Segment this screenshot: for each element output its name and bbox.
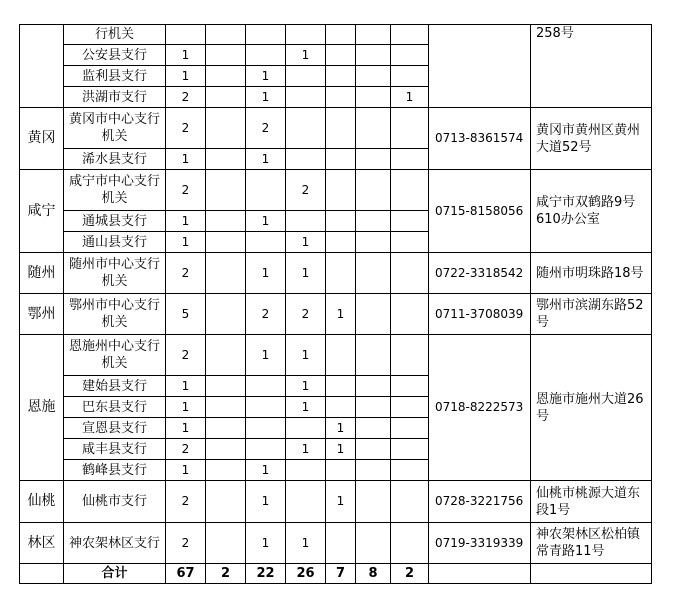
branch-name: 洪湖市支行 <box>64 87 166 108</box>
count-cell: 1 <box>326 439 356 460</box>
count-cell: 2 <box>166 335 206 376</box>
table-row <box>20 335 652 376</box>
count-cell <box>206 253 246 294</box>
count-cell <box>206 397 246 418</box>
count-cell: 5 <box>166 294 206 335</box>
count-cell <box>246 397 286 418</box>
count-cell: 1 <box>326 481 356 523</box>
count-cell <box>206 335 246 376</box>
region-cell <box>20 25 64 108</box>
count-cell <box>206 294 246 335</box>
count-cell <box>246 25 286 45</box>
count-cell <box>326 170 356 211</box>
count-cell: 1 <box>166 66 206 87</box>
count-cell: 1 <box>286 376 326 397</box>
count-cell: 1 <box>166 418 206 439</box>
quota-table <box>19 24 652 584</box>
address-cell: 咸宁市双鹤路9号610办公室 <box>531 170 652 253</box>
count-cell <box>391 397 429 418</box>
table-row <box>20 523 652 564</box>
count-cell: 2 <box>166 439 206 460</box>
count-cell: 1 <box>166 211 206 232</box>
count-cell <box>326 232 356 253</box>
count-cell <box>356 481 391 523</box>
count-cell <box>246 45 286 66</box>
count-cell <box>326 25 356 45</box>
branch-name: 行机关 <box>64 25 166 45</box>
count-cell <box>356 45 391 66</box>
count-cell <box>356 460 391 481</box>
count-cell <box>206 439 246 460</box>
count-cell <box>206 45 246 66</box>
count-cell: 1 <box>246 66 286 87</box>
address-cell: 鄂州市滨湖东路52号 <box>531 294 652 335</box>
count-cell: 1 <box>246 481 286 523</box>
count-cell <box>286 108 326 149</box>
count-cell <box>326 397 356 418</box>
count-cell <box>326 45 356 66</box>
phone-cell <box>429 25 531 108</box>
phone-cell: 0718-8222573 <box>429 335 531 481</box>
region-cell: 林区 <box>20 523 64 564</box>
branch-name: 通城县支行 <box>64 211 166 232</box>
branch-name: 鹤峰县支行 <box>64 460 166 481</box>
count-cell <box>206 25 246 45</box>
count-cell <box>286 66 326 87</box>
count-cell <box>391 232 429 253</box>
count-cell <box>391 439 429 460</box>
count-cell <box>326 149 356 170</box>
total-spacer <box>20 564 64 584</box>
count-cell <box>206 170 246 211</box>
address-cell: 黄冈市黄州区黄州大道52号 <box>531 108 652 170</box>
count-cell <box>246 170 286 211</box>
address-cell: 仙桃市桃源大道东段1号 <box>531 481 652 523</box>
count-cell: 2 <box>166 481 206 523</box>
count-cell: 2 <box>391 564 429 584</box>
branch-name: 仙桃市支行 <box>64 481 166 523</box>
phone-cell: 0711-3708039 <box>429 294 531 335</box>
count-cell: 1 <box>166 149 206 170</box>
count-cell: 7 <box>326 564 356 584</box>
count-cell <box>206 108 246 149</box>
count-cell <box>356 25 391 45</box>
count-cell: 2 <box>286 170 326 211</box>
count-cell <box>391 335 429 376</box>
region-cell: 咸宁 <box>20 170 64 253</box>
count-cell <box>356 418 391 439</box>
count-cell: 2 <box>246 294 286 335</box>
count-cell: 1 <box>286 232 326 253</box>
count-cell <box>356 232 391 253</box>
count-cell: 2 <box>166 170 206 211</box>
branch-name: 黄冈市中心支行机关 <box>64 108 166 149</box>
phone-cell: 0713-8361574 <box>429 108 531 170</box>
total-label: 合计 <box>64 564 166 584</box>
count-cell: 1 <box>326 418 356 439</box>
count-cell <box>391 211 429 232</box>
count-cell <box>286 211 326 232</box>
count-cell <box>206 232 246 253</box>
branch-name: 监利县支行 <box>64 66 166 87</box>
count-cell <box>206 418 246 439</box>
count-cell <box>391 108 429 149</box>
count-cell <box>246 376 286 397</box>
table-row <box>20 170 652 211</box>
phone-cell: 0728-3221756 <box>429 481 531 523</box>
count-cell: 1 <box>246 335 286 376</box>
count-cell <box>356 253 391 294</box>
table-row <box>20 253 652 294</box>
count-cell <box>206 149 246 170</box>
branch-name: 建始县支行 <box>64 376 166 397</box>
count-cell <box>326 253 356 294</box>
count-cell: 1 <box>286 439 326 460</box>
address-cell <box>531 564 652 584</box>
count-cell <box>286 25 326 45</box>
count-cell <box>286 460 326 481</box>
count-cell <box>206 460 246 481</box>
count-cell <box>206 523 246 564</box>
address-cell: 随州市明珠路18号 <box>531 253 652 294</box>
count-cell <box>356 87 391 108</box>
branch-name: 通山县支行 <box>64 232 166 253</box>
count-cell <box>356 211 391 232</box>
region-cell: 仙桃 <box>20 481 64 523</box>
count-cell: 1 <box>166 45 206 66</box>
count-cell: 67 <box>166 564 206 584</box>
count-cell: 2 <box>166 253 206 294</box>
count-cell: 1 <box>166 376 206 397</box>
address-cell: 神农架林区松柏镇常青路11号 <box>531 523 652 564</box>
branch-name: 随州市中心支行机关 <box>64 253 166 294</box>
count-cell <box>286 481 326 523</box>
total-row <box>20 564 652 584</box>
count-cell: 2 <box>166 523 206 564</box>
count-cell <box>356 376 391 397</box>
table-row <box>20 481 652 523</box>
count-cell: 22 <box>246 564 286 584</box>
count-cell: 1 <box>246 460 286 481</box>
phone-cell <box>429 564 531 584</box>
count-cell: 1 <box>246 87 286 108</box>
count-cell <box>326 523 356 564</box>
count-cell <box>326 108 356 149</box>
branch-name: 公安县支行 <box>64 45 166 66</box>
count-cell <box>356 108 391 149</box>
count-cell <box>391 149 429 170</box>
count-cell <box>391 376 429 397</box>
branch-name: 浠水县支行 <box>64 149 166 170</box>
count-cell: 1 <box>246 523 286 564</box>
phone-cell: 0715-8158056 <box>429 170 531 253</box>
count-cell: 1 <box>246 253 286 294</box>
branch-name: 恩施州中心支行机关 <box>64 335 166 376</box>
table-row <box>20 294 652 335</box>
count-cell <box>356 523 391 564</box>
count-cell: 1 <box>166 460 206 481</box>
count-cell <box>206 66 246 87</box>
branch-name: 咸宁市中心支行机关 <box>64 170 166 211</box>
count-cell: 1 <box>166 397 206 418</box>
table-row <box>20 108 652 149</box>
branch-name: 巴东县支行 <box>64 397 166 418</box>
count-cell <box>246 439 286 460</box>
address-cell: 258号 <box>531 25 652 108</box>
count-cell: 1 <box>166 232 206 253</box>
region-cell: 鄂州 <box>20 294 64 335</box>
count-cell <box>356 397 391 418</box>
count-cell <box>391 170 429 211</box>
region-cell: 恩施 <box>20 335 64 481</box>
count-cell <box>286 149 326 170</box>
count-cell <box>206 211 246 232</box>
count-cell: 2 <box>166 87 206 108</box>
count-cell <box>326 335 356 376</box>
count-cell <box>391 460 429 481</box>
count-cell: 1 <box>391 87 429 108</box>
count-cell <box>326 66 356 87</box>
branch-name: 神农架林区支行 <box>64 523 166 564</box>
count-cell <box>246 232 286 253</box>
count-cell <box>206 376 246 397</box>
count-cell <box>391 481 429 523</box>
count-cell <box>391 25 429 45</box>
count-cell <box>206 87 246 108</box>
count-cell <box>246 418 286 439</box>
count-cell <box>356 335 391 376</box>
count-cell <box>391 45 429 66</box>
count-cell: 2 <box>246 108 286 149</box>
count-cell <box>356 294 391 335</box>
count-cell <box>356 439 391 460</box>
count-cell: 8 <box>356 564 391 584</box>
count-cell <box>391 66 429 87</box>
region-cell: 黄冈 <box>20 108 64 170</box>
count-cell <box>391 294 429 335</box>
count-cell <box>166 25 206 45</box>
count-cell <box>326 211 356 232</box>
count-cell <box>286 418 326 439</box>
count-cell <box>391 418 429 439</box>
branch-name: 鄂州市中心支行机关 <box>64 294 166 335</box>
count-cell <box>356 149 391 170</box>
count-cell: 1 <box>286 335 326 376</box>
count-cell <box>391 253 429 294</box>
count-cell: 1 <box>326 294 356 335</box>
count-cell: 1 <box>286 253 326 294</box>
region-cell: 随州 <box>20 253 64 294</box>
count-cell <box>326 376 356 397</box>
count-cell <box>326 87 356 108</box>
count-cell <box>356 170 391 211</box>
count-cell: 1 <box>246 211 286 232</box>
count-cell: 1 <box>286 45 326 66</box>
count-cell <box>356 66 391 87</box>
address-cell: 恩施市施州大道26号 <box>531 335 652 481</box>
count-cell: 1 <box>286 397 326 418</box>
count-cell: 1 <box>286 523 326 564</box>
branch-name: 宣恩县支行 <box>64 418 166 439</box>
count-cell: 1 <box>246 149 286 170</box>
count-cell: 2 <box>166 108 206 149</box>
count-cell <box>326 460 356 481</box>
count-cell: 2 <box>286 294 326 335</box>
count-cell <box>391 523 429 564</box>
count-cell <box>286 87 326 108</box>
branch-name: 咸丰县支行 <box>64 439 166 460</box>
phone-cell: 0719-3319339 <box>429 523 531 564</box>
phone-cell: 0722-3318542 <box>429 253 531 294</box>
count-cell: 26 <box>286 564 326 584</box>
count-cell: 2 <box>206 564 246 584</box>
table-row <box>20 25 652 45</box>
count-cell <box>206 481 246 523</box>
